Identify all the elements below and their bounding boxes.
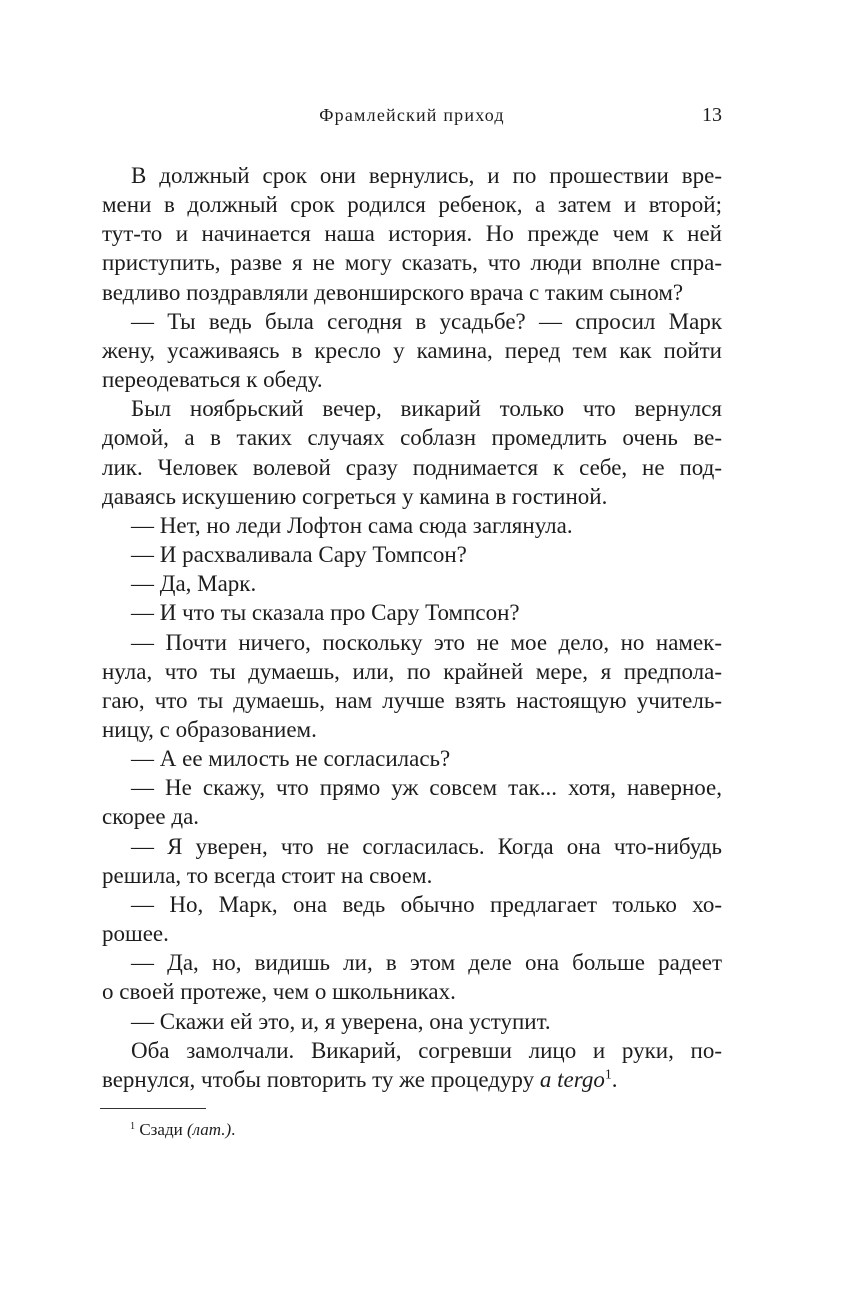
body-line: — Но, Марк, она ведь обычно предлагает только хо- [131,891,722,917]
dialogue-paragraph [102,598,722,627]
dialogue-paragraph [102,773,722,831]
body-line: решила, то всегда стоит на своем. [102,862,433,888]
body-line: лик. Человек волевой сразу поднимается к себе, не под- [102,454,722,480]
body-line: гаю, что ты думаешь, нам лучше взять настоящую учитель- [102,687,722,713]
body-line: мени в должный срок родился ребенок, а затем и второй; [102,192,722,218]
body-line: скорее да. [102,804,200,830]
footnote [102,1119,722,1141]
paragraph [102,394,722,511]
dialogue-paragraph [102,307,722,394]
body-line: приступить, разве я не могу сказать, что люди вполне спра- [102,250,722,276]
footnote-end: . [231,1120,236,1139]
body-line: В должный срок они вернулись, и по прошествии вре- [131,163,722,188]
body-line: — И расхваливала Сару Томпсон? [131,542,467,568]
body-line: — Почти ничего, поскольку это не мое дело, но намек- [131,629,722,655]
body-line: — Не скажу, что прямо уж совсем так... хотя, наверное, [131,775,722,801]
body-line: даваясь искушению согреться у камина в гостиной. [102,483,608,509]
dialogue-paragraph [102,569,722,598]
sentence-end: . [611,1066,618,1092]
paragraph [102,161,722,307]
dialogue-paragraph [102,511,722,540]
paragraph [102,1036,722,1094]
footnote-marker: 1 [130,1120,136,1132]
latin-phrase: a tergo [539,1066,605,1092]
body-line: — Да, Марк. [131,571,257,597]
body-line: — А ее милость не согласилась? [131,746,451,772]
body-line: ницу, с образованием. [102,716,317,742]
body-line: тут-то и начинается наша история. Но прежде чем к ней [102,221,722,247]
body-line: — Нет, но леди Лофтон сама сюда заглянула. [131,512,573,538]
footnote-language-note: (лат.) [186,1120,232,1139]
body-line [102,1065,722,1094]
dialogue-paragraph [102,540,722,569]
body-line: нула, что ты думаешь, или, по крайней мере, я предпола- [102,658,722,684]
body-line: ведливо поздравляли девонширского врача с таким сыном? [102,279,684,305]
body-text [102,161,722,1094]
body-line: жену, усаживаясь в кресло у камина, перед тем как пойти [102,337,722,363]
body-line: Оба замолчали. Викарий, согревши лицо и руки, по- [131,1037,722,1063]
running-header [102,103,722,127]
dialogue-paragraph [102,628,722,745]
body-line-text: вернулся, чтобы повторить ту же процедуру [102,1066,535,1092]
dialogue-paragraph [102,744,722,773]
body-line: переодеваться к обеду. [102,367,323,393]
dialogue-paragraph [102,948,722,1006]
footnote-rule [100,1108,206,1109]
footnote-reference: 1 [604,1066,612,1082]
body-line: — Да, но, видишь ли, в этом деле она больше радеет [131,950,722,976]
body-line: домой, а в таких случаях соблазн промедлить очень ве- [102,425,722,451]
body-line: рошее. [102,921,169,947]
body-line: — Скажи ей это, и, я уверена, она уступит. [131,1008,551,1034]
dialogue-paragraph [102,832,722,890]
running-header-title: Фрамлейский приход [319,105,505,125]
body-line: — Я уверен, что не согласилась. Когда она что-нибудь [131,833,722,859]
body-line: Был ноябрьский вечер, викарий только что вернулся [131,396,722,422]
dialogue-paragraph [102,1007,722,1036]
body-line: — И что ты сказала про Сару Томпсон? [131,600,520,626]
dialogue-paragraph [102,890,722,948]
page-number: 13 [702,104,722,126]
body-line: о своей протеже, чем о школьниках. [102,979,456,1005]
body-line: — Ты ведь была сегодня в усадьбе? — спросил Марк [131,308,722,334]
footnote-text: Сзади [139,1120,183,1139]
